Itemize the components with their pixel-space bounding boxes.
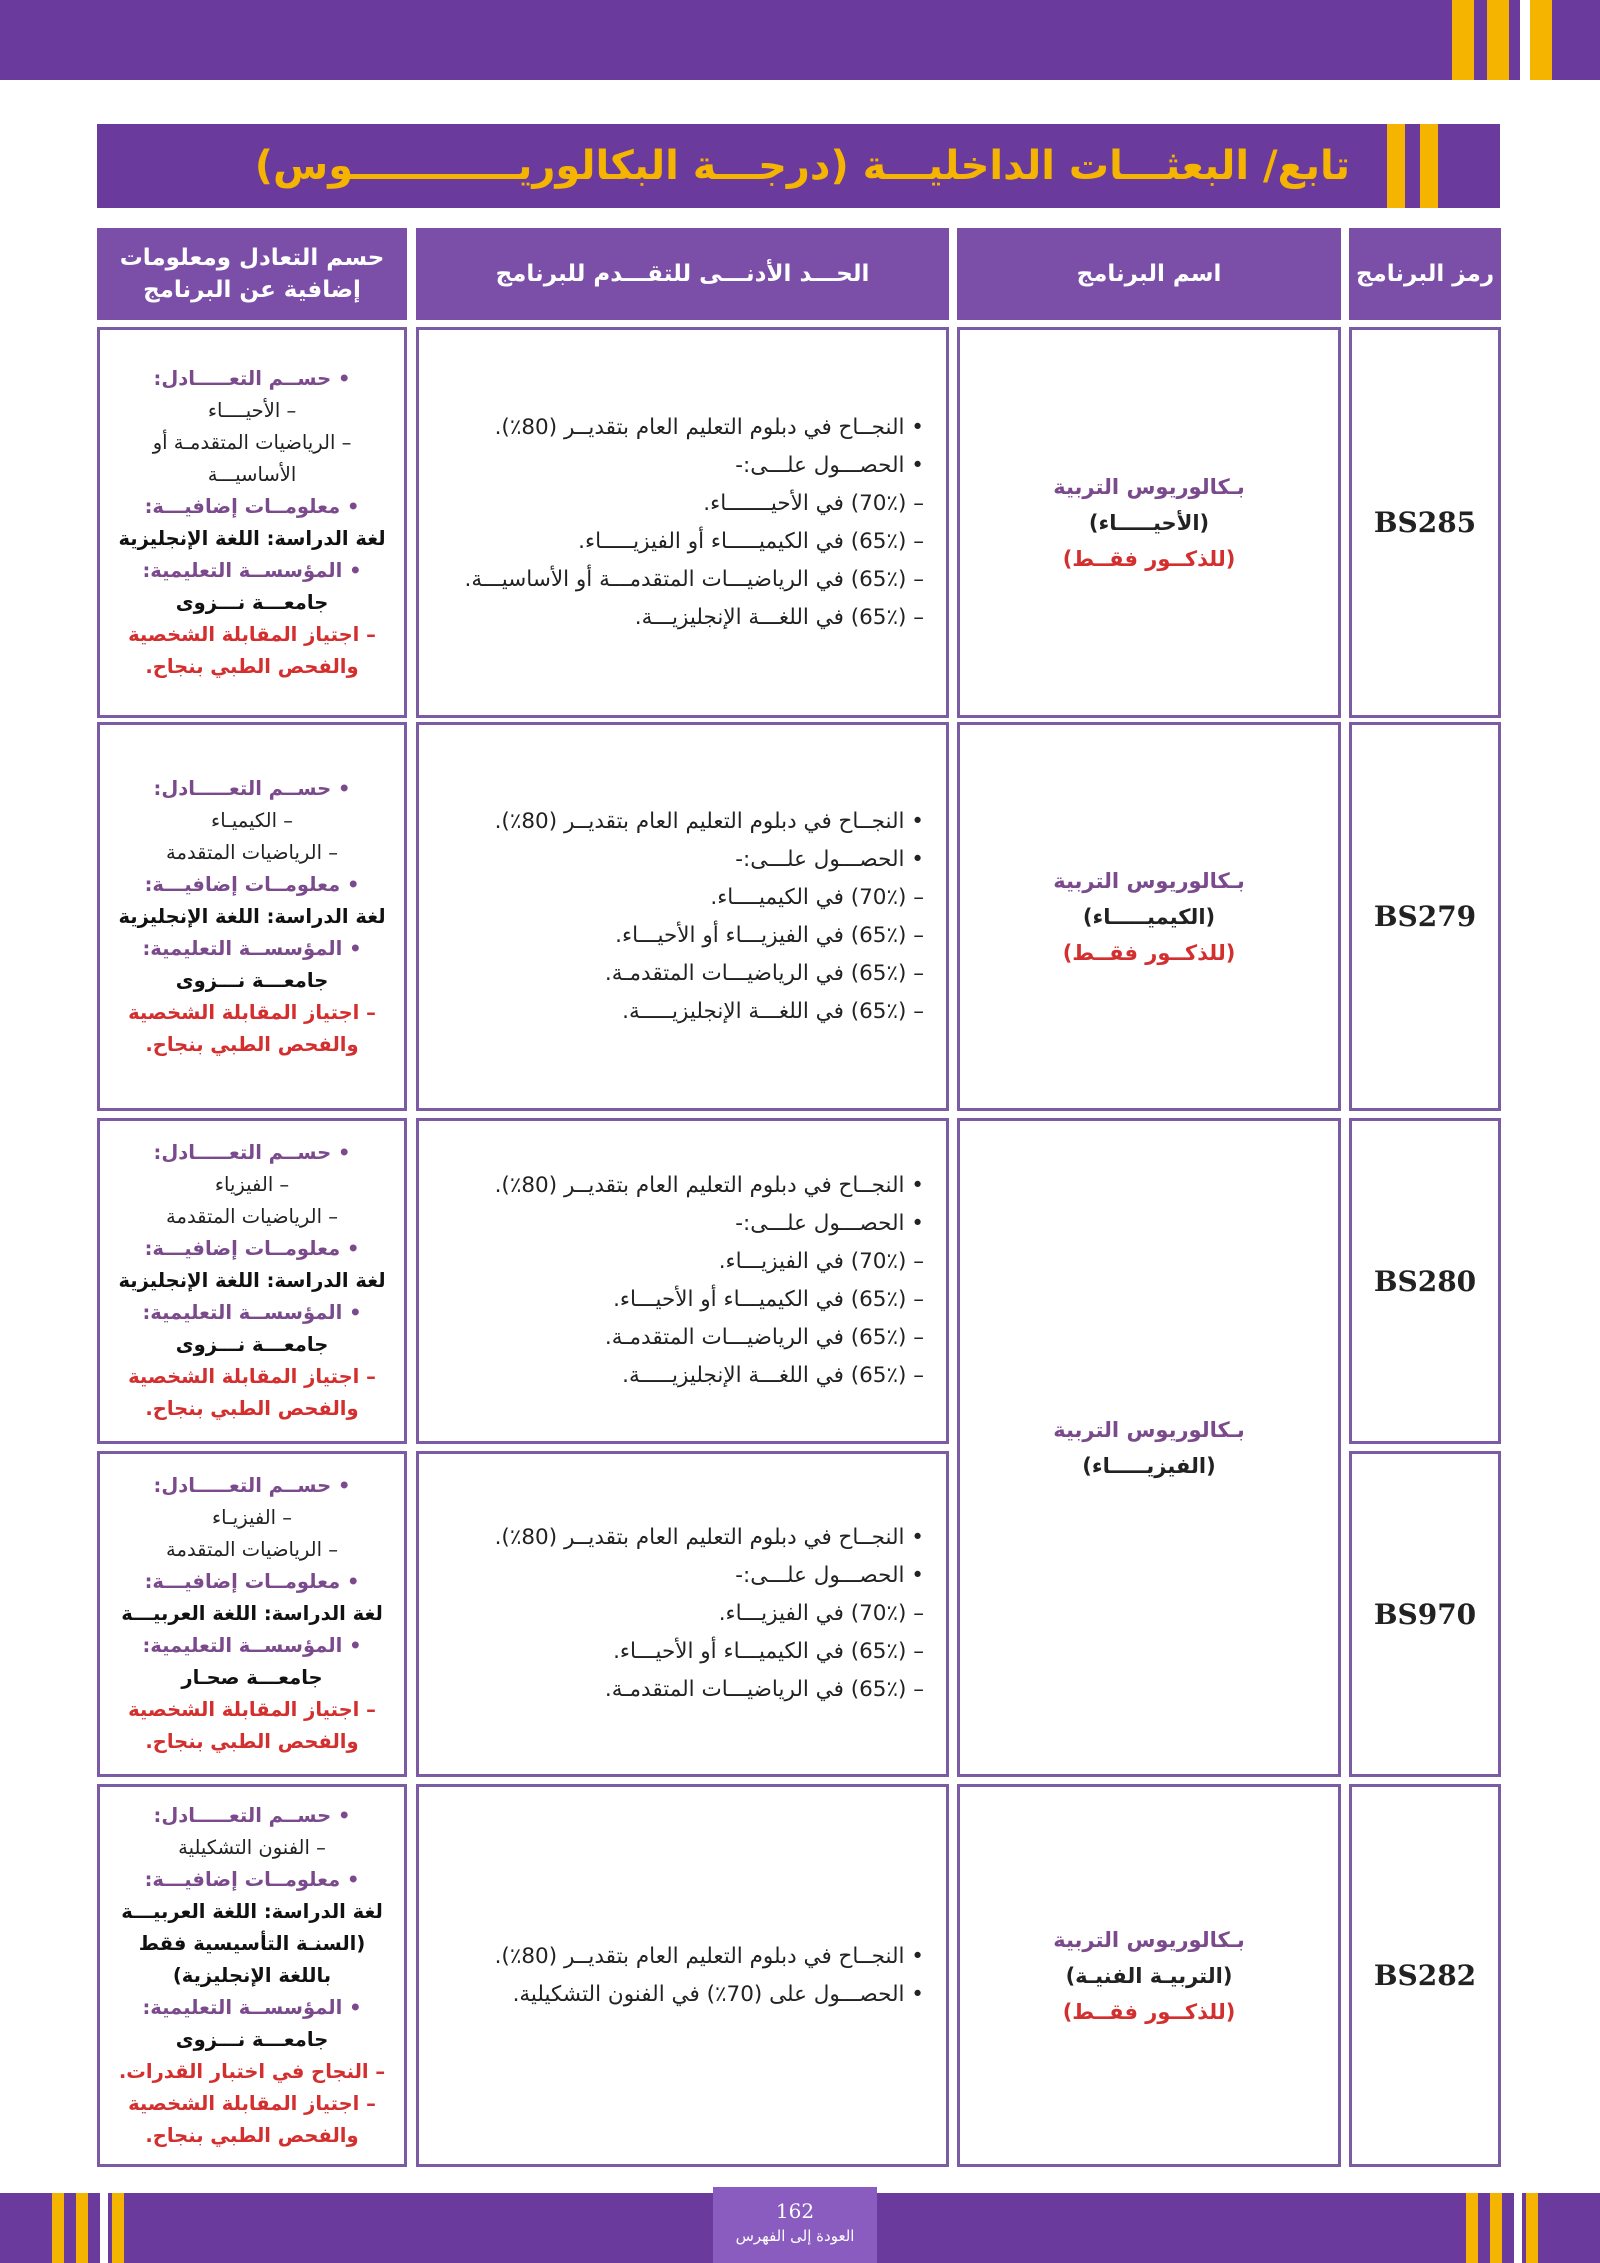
requirement-line: – (70٪) في الأحيـــــــاء. <box>703 490 924 516</box>
info-line: جامعـــة صحـار <box>181 1666 323 1689</box>
info-line: • حســم التعـــــادل: <box>153 1803 351 1827</box>
page-title: تابع/ البعثـــات الداخليـــة (درجـــة البكالوريــــــــــــوس) <box>254 143 1350 189</box>
top-stripe <box>1487 0 1509 80</box>
info-line: • حســم التعـــــادل: <box>153 1474 351 1497</box>
info-line: والفحص الطبي بنجاح. <box>145 1397 359 1420</box>
requirements-cell <box>416 722 949 1111</box>
program-spec: (الفيزيـــــاء) <box>1082 1453 1216 1478</box>
top-stripe <box>1530 0 1552 80</box>
info-line: – الرياضيات المتقدمـة أو <box>152 430 352 454</box>
info-line: • حســم التعـــــادل: <box>153 366 351 390</box>
requirement-line: – (70٪) في الفيزيـــاء. <box>718 1249 924 1274</box>
requirement-line: – (65٪) في الكيميـــاء أو الأحيـــاء. <box>613 1639 924 1664</box>
title-stripe <box>1387 124 1405 208</box>
info-line: الأساسيـــة <box>207 462 297 486</box>
program-note: (للذكــور فقــط) <box>1062 546 1236 571</box>
requirement-line: – (65٪) في الرياضيـــات المتقدمـة. <box>604 1325 924 1350</box>
info-line: جامعـــة نـــزوى <box>175 590 329 614</box>
requirements-cell <box>416 1451 949 1777</box>
info-line: • معلومــات إضافيـــة: <box>144 872 360 896</box>
info-line: لغة الدراسة: اللغة الإنجليزية <box>118 1269 386 1292</box>
requirement-line: • النجــاح في دبلوم التعليم العام بتقديــر (80٪). <box>494 1173 924 1198</box>
info-line: – اجتياز المقابلة الشخصية <box>128 1000 376 1024</box>
program-spec: (التربيـة الفنيـة) <box>1065 1963 1233 1988</box>
program-cell <box>957 327 1341 718</box>
info-line: – النجاح في اختبار القدرات. <box>118 2059 386 2083</box>
info-line: – اجتياز المقابلة الشخصية <box>128 2091 376 2115</box>
requirement-line: – (65٪) في الرياضيـــات المتقدمـــة أو الأساسيـــة. <box>464 566 924 592</box>
header-code <box>1349 228 1501 320</box>
info-line: – الفيزيـاء <box>211 1506 293 1529</box>
info-cell <box>97 1451 407 1777</box>
requirement-line: – (65٪) في اللغـــة الإنجليزيـــــة. <box>622 1363 924 1388</box>
page-number: 162 <box>775 2199 815 2223</box>
program-spec: (الأحيـــــاء) <box>1088 510 1210 535</box>
info-line: – الرياضيات المتقدمة <box>166 1205 338 1228</box>
header-info <box>97 228 407 320</box>
code-cell <box>1349 722 1501 1111</box>
requirement-line: – (65٪) في الفيزيـــاء أو الأحيـــاء. <box>615 922 924 948</box>
requirement-line: – (65٪) في الكيميـــــاء أو الفيزيـــــاء. <box>578 528 924 554</box>
info-line: والفحص الطبي بنجاح. <box>145 654 359 678</box>
info-cell <box>97 1784 407 2167</box>
header-name <box>957 228 1341 320</box>
program-note: (للذكــور فقــط) <box>1062 940 1236 965</box>
info-line: لغة الدراسة: اللغة العربيـــة <box>121 1602 383 1625</box>
info-line: – الرياضيات المتقدمة <box>166 840 338 864</box>
program-name: بـكالوريوس التربية <box>1053 1417 1245 1442</box>
info-cell <box>97 722 407 1111</box>
back-to-index-link[interactable]: العودة إلى الفهرس <box>735 2227 855 2245</box>
top-stripe <box>1452 0 1474 80</box>
requirement-line: • الحصـــول علـــى:- <box>735 1211 924 1236</box>
info-line: والفحص الطبي بنجاح. <box>145 2123 359 2147</box>
requirement-line: – (65٪) في الكيميـــاء أو الأحيـــاء. <box>613 1287 924 1312</box>
requirements-cell <box>416 1118 949 1444</box>
requirement-line: – (65٪) في اللغـــة الإنجليزيـــــة. <box>622 998 924 1024</box>
info-line: • معلومــات إضافيـــة: <box>144 1867 360 1891</box>
info-line: • المؤسســة التعليمية: <box>142 1634 362 1657</box>
info-line: والفحص الطبي بنجاح. <box>145 1032 359 1056</box>
program-name: بـكالوريوس التربية <box>1053 1927 1245 1952</box>
requirement-line: – (65٪) في الرياضيـــات المتقدمـة. <box>604 1677 924 1702</box>
program-cell <box>957 1118 1341 1777</box>
code-cell <box>1349 1451 1501 1777</box>
requirement-line: • النجــاح في دبلوم التعليم العام بتقديــر (80٪). <box>494 808 924 834</box>
info-line: • المؤسســة التعليمية: <box>142 1995 362 2019</box>
info-line: – اجتياز المقابلة الشخصية <box>128 1365 376 1388</box>
requirement-line: • النجــاح في دبلوم التعليم العام بتقديــر (80٪). <box>494 1943 924 1969</box>
info-line: • معلومــات إضافيـــة: <box>144 1570 360 1593</box>
code-cell <box>1349 1784 1501 2167</box>
info-line: – اجتياز المقابلة الشخصية <box>128 1698 376 1721</box>
info-line: – الفنون التشكيلية <box>178 1835 326 1859</box>
requirement-line: • الحصـــول على (70٪) في الفنون التشكيلية. <box>512 1981 924 2007</box>
info-line: • المؤسســة التعليمية: <box>142 936 362 960</box>
title-stripe <box>1420 124 1438 208</box>
bottom-stripe <box>1526 2193 1538 2263</box>
requirement-line: – (70٪) في الكيميــــاء. <box>710 884 924 910</box>
info-cell <box>97 1118 407 1444</box>
program-note: (للذكــور فقــط) <box>1062 1999 1236 2024</box>
requirement-line: • النجــاح في دبلوم التعليم العام بتقديــر (80٪). <box>494 1525 924 1550</box>
requirements-cell <box>416 1784 949 2167</box>
bottom-stripe <box>1490 2193 1502 2263</box>
top-stripe <box>1520 0 1530 80</box>
bottom-stripe <box>76 2193 88 2263</box>
code-cell <box>1349 1118 1501 1444</box>
info-line: – الرياضيات المتقدمة <box>166 1538 338 1561</box>
requirement-line: • الحصـــول علـــى:- <box>735 846 924 872</box>
info-line: • المؤسســة التعليمية: <box>142 1301 362 1324</box>
program-spec: (الكيميـــــاء) <box>1082 904 1216 929</box>
header-min <box>416 228 949 320</box>
info-line: جامعـــة نـــزوى <box>175 968 329 992</box>
requirement-line: • النجــاح في دبلوم التعليم العام بتقديــر (80٪). <box>494 414 924 440</box>
info-line: لغة الدراسة: اللغة الإنجليزية <box>118 526 386 550</box>
header-info-line1: حسم التعادل ومعلومات <box>119 245 385 271</box>
header-info-line2: إضافية عن البرنامج <box>143 277 361 303</box>
info-line: • معلومــات إضافيـــة: <box>144 494 360 518</box>
info-cell <box>97 327 407 718</box>
info-line: والفحص الطبي بنجاح. <box>145 1730 359 1753</box>
bottom-stripe <box>52 2193 64 2263</box>
info-line: – الكيميـاء <box>211 808 293 832</box>
bottom-stripe <box>1514 2193 1522 2263</box>
code-cell <box>1349 327 1501 718</box>
program-name: بـكالوريوس التربية <box>1053 868 1245 893</box>
info-line: باللغة الإنجليزية) <box>172 1963 332 1987</box>
header-code-label: رمز البرنامج <box>1355 261 1495 287</box>
program-code: BS280 <box>1373 1264 1477 1298</box>
requirement-line: • الحصـــول علـــى:- <box>735 1563 924 1588</box>
program-code: BS279 <box>1373 900 1477 933</box>
info-line: – الفيزياء <box>214 1173 290 1196</box>
program-name: بـكالوريوس التربية <box>1053 474 1245 499</box>
info-line: لغة الدراسة: اللغة الإنجليزية <box>118 904 386 928</box>
info-line: لغة الدراسة: اللغة العربيـــة <box>121 1899 383 1923</box>
requirement-line: • الحصـــول علـــى:- <box>735 452 924 478</box>
info-line: • حســم التعـــــادل: <box>153 776 351 800</box>
info-line: جامعـــة نـــزوى <box>175 2027 329 2051</box>
program-cell <box>957 722 1341 1111</box>
header-min-label: الحـــد الأدنـــى للتقـــدم للبرنامج <box>495 261 870 287</box>
header-name-label: اسم البرنامج <box>1076 261 1222 287</box>
program-cell <box>957 1784 1341 2167</box>
page-footer <box>713 2187 877 2263</box>
info-line: – الأحيــــاء <box>207 398 297 422</box>
bottom-stripe <box>100 2193 108 2263</box>
title-bar <box>97 124 1500 208</box>
info-line: • حســم التعـــــادل: <box>153 1141 351 1164</box>
bottom-stripe <box>1466 2193 1478 2263</box>
info-line: • معلومــات إضافيـــة: <box>144 1237 360 1260</box>
program-code: BS285 <box>1373 506 1477 539</box>
top-banner <box>0 0 1600 80</box>
requirement-line: – (65٪) في الرياضيـــات المتقدمـة. <box>604 960 924 986</box>
requirement-line: – (65٪) في اللغـــة الإنجليزيـــة. <box>634 604 924 630</box>
bottom-stripe <box>112 2193 124 2263</box>
info-line: جامعـــة نـــزوى <box>175 1333 329 1356</box>
info-line: (السنـة التأسيسية فقط <box>138 1931 366 1955</box>
info-line: – اجتياز المقابلة الشخصية <box>128 622 376 646</box>
program-code: BS970 <box>1373 1597 1477 1631</box>
requirement-line: – (70٪) في الفيزيـــاء. <box>718 1601 924 1626</box>
program-code: BS282 <box>1373 1959 1477 1992</box>
requirements-cell <box>416 327 949 718</box>
info-line: • المؤسســة التعليمية: <box>142 558 362 582</box>
